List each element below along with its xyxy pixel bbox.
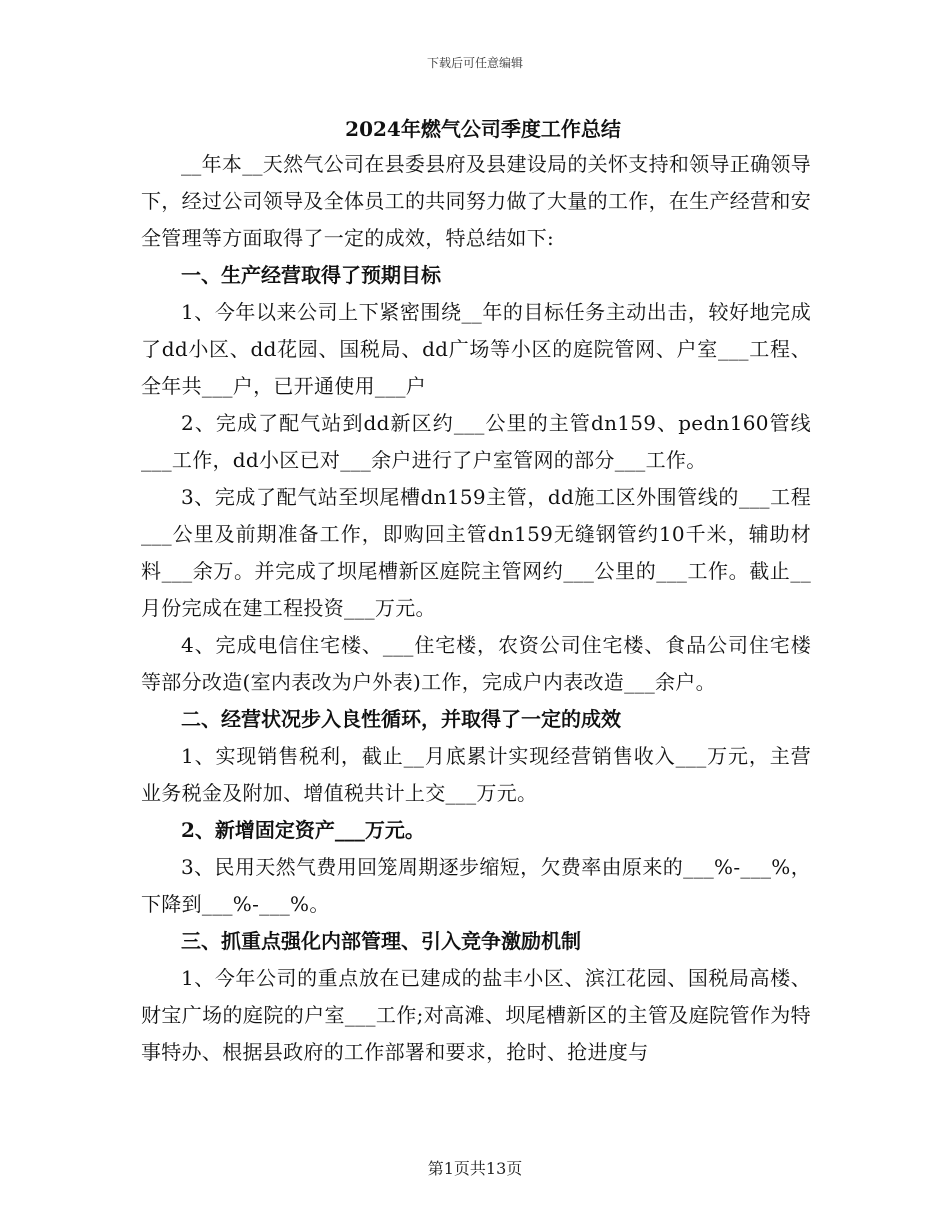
section-heading-1: 一、生产经营取得了预期目标	[181, 263, 441, 287]
section2-paragraph-1: 1、实现销售税利，截止__月底累计实现经营销售收入___万元，主营业务税金及附加、增值税共计上交___万元。	[141, 744, 811, 805]
section2-paragraph-3: 3、民用天然气费用回笼周期逐步缩短，欠费率由原来的___%-___%，下降到___%-___%。	[141, 855, 811, 916]
document-title: 2024年燃气公司季度工作总结	[345, 117, 621, 141]
document-body	[141, 112, 811, 1071]
section1-paragraph-2: 2、完成了配气站到dd新区约___公里的主管dn159、pedn160管线___工作，dd小区已对___余户进行了户室管网的部分___工作。	[141, 411, 811, 472]
section1-paragraph-4: 4、完成电信住宅楼、___住宅楼，农资公司住宅楼、食品公司住宅楼等部分改造(室内表改为户外表)工作，完成户内表改造___余户。	[141, 633, 811, 694]
section1-paragraph-3: 3、完成了配气站至坝尾槽dn159主管，dd施工区外围管线的___工程___公里及前期准备工作，即购回主管dn159无缝钢管约10千米，辅助材料___余万。并完成了坝尾槽新区庭院主管网约___公里的___工作。截止__月份完成在建工程投资___万元。	[141, 485, 811, 620]
header-note: 下载后可任意编辑	[426, 56, 523, 70]
section1-paragraph-1: 1、今年以来公司上下紧密围绕__年的目标任务主动出击，较好地完成了dd小区、dd花园、国税局、dd广场等小区的庭院管网、户室___工程、全年共___户，已开通使用___户	[141, 300, 811, 398]
section3-paragraph-1: 1、今年公司的重点放在已建成的盐丰小区、滨江花园、国税局高楼、财宝广场的庭院的户室___工作;对高滩、坝尾槽新区的主管及庭院管作为特事特办、根据县政府的工作部署和要求，抢时、抢进度与	[141, 966, 811, 1064]
section-heading-2: 二、经营状况步入良性循环，并取得了一定的成效	[181, 707, 621, 731]
section2-paragraph-2: 2、新增固定资产___万元。	[181, 818, 425, 842]
section-heading-3: 三、抓重点强化内部管理、引入竞争激励机制	[181, 929, 581, 953]
intro-paragraph: __年本__天然气公司在县委县府及县建设局的关怀支持和领导正确领导下，经过公司领导及全体员工的共同努力做了大量的工作，在生产经营和安全管理等方面取得了一定的成效，特总结如下:	[141, 152, 811, 250]
page-number: 第1页共13页	[427, 1159, 523, 1178]
